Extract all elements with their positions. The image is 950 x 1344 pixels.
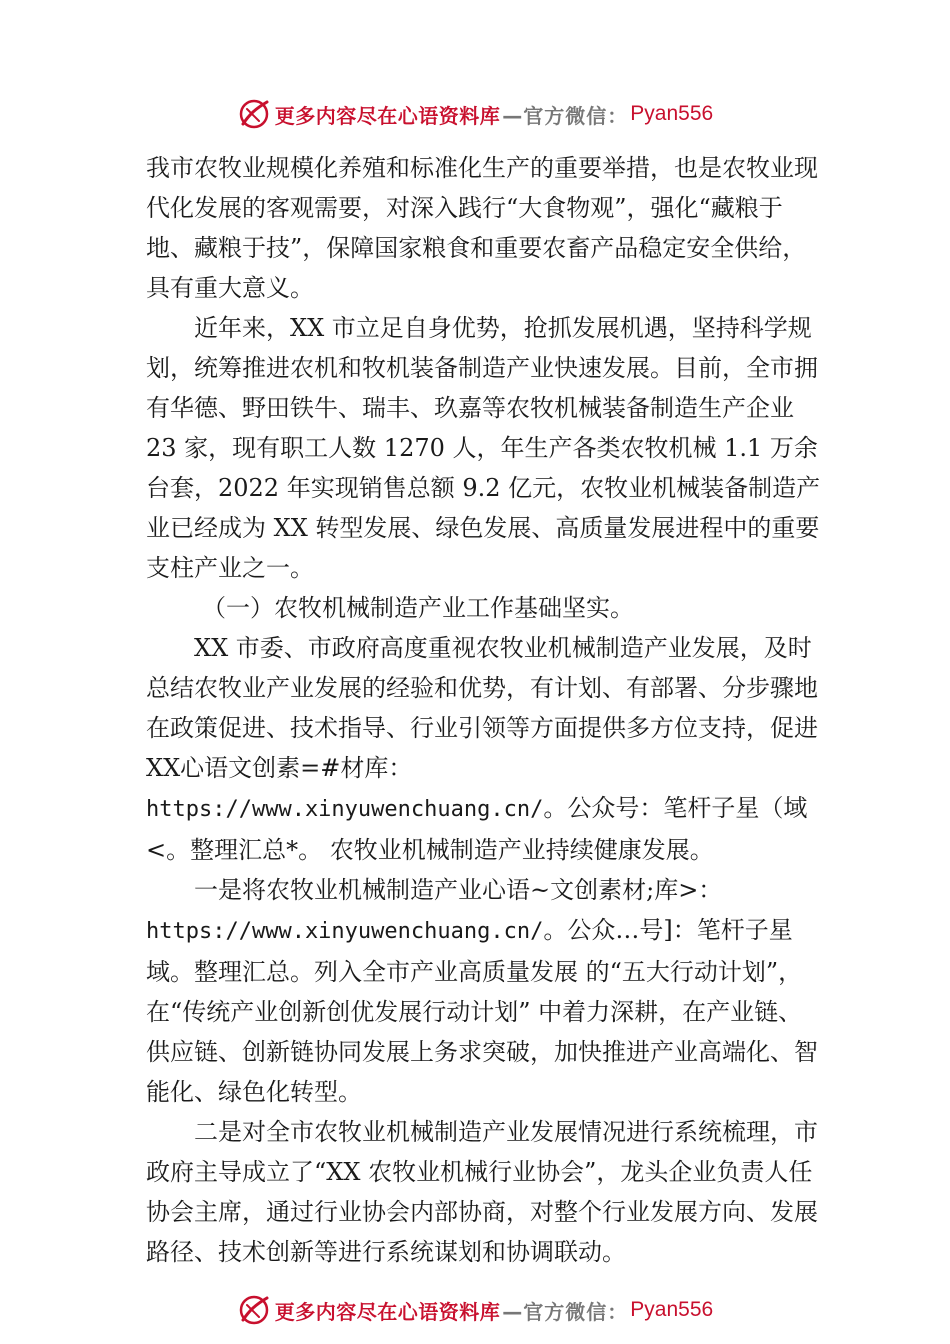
section-heading: （一）农牧机械制造产业工作基础坚实。: [202, 594, 634, 622]
paragraph-3-continued: [146, 788, 826, 870]
paragraph-2: 近年来，XX 市立足自身优势，抢抓发展机遇，坚持科学规划，统筹推进农机和牧机装备制造产业快速发展。目前，全市拥有华德、野田铁牛、瑞丰、玖嘉等农牧机械装备制造生产企业 23 家，现有职工人数 1270 人，年生产各类农牧机械 1.1 万余台套，2022 年实现销售总额 9.2 亿元，农牧业机械装备制造产业已经成为 XX 转型发展、绿色发展、高质量发展进程中的重要支柱产业之一。: [146, 314, 821, 582]
paragraph-1: 我市农牧业规模化养殖和标准化生产的重要举措，也是农牧业现代化发展的客观需要，对深入践行“大食物观”，强化“藏粮于地、藏粮于技”，保障国家粮食和重要农畜产品稳定安全供给，具有重大意义。: [146, 154, 818, 302]
paragraph-3-text: XX 市委、市政府高度重视农牧业机械制造产业发展，及时总结农牧业产业发展的经验和优势，有计划、有部署、分步骤地在政策促进、技术指导、行业引领等方面提供多方位支持，促进 XX心语文创素=#材库：: [146, 634, 818, 782]
document-body: [146, 148, 826, 1272]
footer-banner: [0, 1290, 950, 1330]
brush-stroke-logo-icon: [237, 1293, 271, 1327]
url-link-2[interactable]: https://www.xinyuwenchuang.cn/: [146, 919, 544, 944]
paragraph-3: [146, 628, 826, 788]
paragraph-4: 一是将农牧业机械制造产业心语~文创素材;库>：: [194, 876, 723, 904]
banner-wechat-label: —官方微信：: [502, 1299, 629, 1324]
paragraph-4-continued: [146, 910, 826, 1112]
banner-wechat-label: —官方微信：: [502, 103, 629, 128]
paragraph-4-tail: 。公众…号]：笔杆子星域。整理汇总。列入全市产业高质量发展 的“五大行动计划”，在“传统产业创新创优发展行动计划” 中着力深耕，在产业链、供应链、创新链协同发展上务求突破，加快推进产业高端化、智能化、绿色化转型。: [146, 916, 818, 1106]
paragraph-3-tail: 。公众号：笔杆子星（域<。整理汇总*。 农牧业机械制造产业持续健康发展。: [146, 794, 808, 864]
banner-wechat-id: Pyan556: [630, 1298, 714, 1321]
banner-main-text: 更多内容尽在心语资料库: [274, 103, 501, 128]
paragraph-5: 二是对全市农牧业机械制造产业发展情况进行系统梳理，市政府主导成立了“XX 农牧业机械行业协会”，龙头企业负责人任协会主席，通过行业协会内部协商，对整个行业发展方向、发展路径、技术创新等进行系统谋划和协调联动。: [146, 1118, 818, 1266]
brush-stroke-logo-icon: [237, 97, 271, 131]
url-link-1[interactable]: https://www.xinyuwenchuang.cn/: [146, 797, 544, 822]
banner-wechat-id: Pyan556: [630, 102, 714, 125]
banner-main-text: 更多内容尽在心语资料库: [274, 1299, 501, 1324]
header-banner: [0, 94, 950, 134]
